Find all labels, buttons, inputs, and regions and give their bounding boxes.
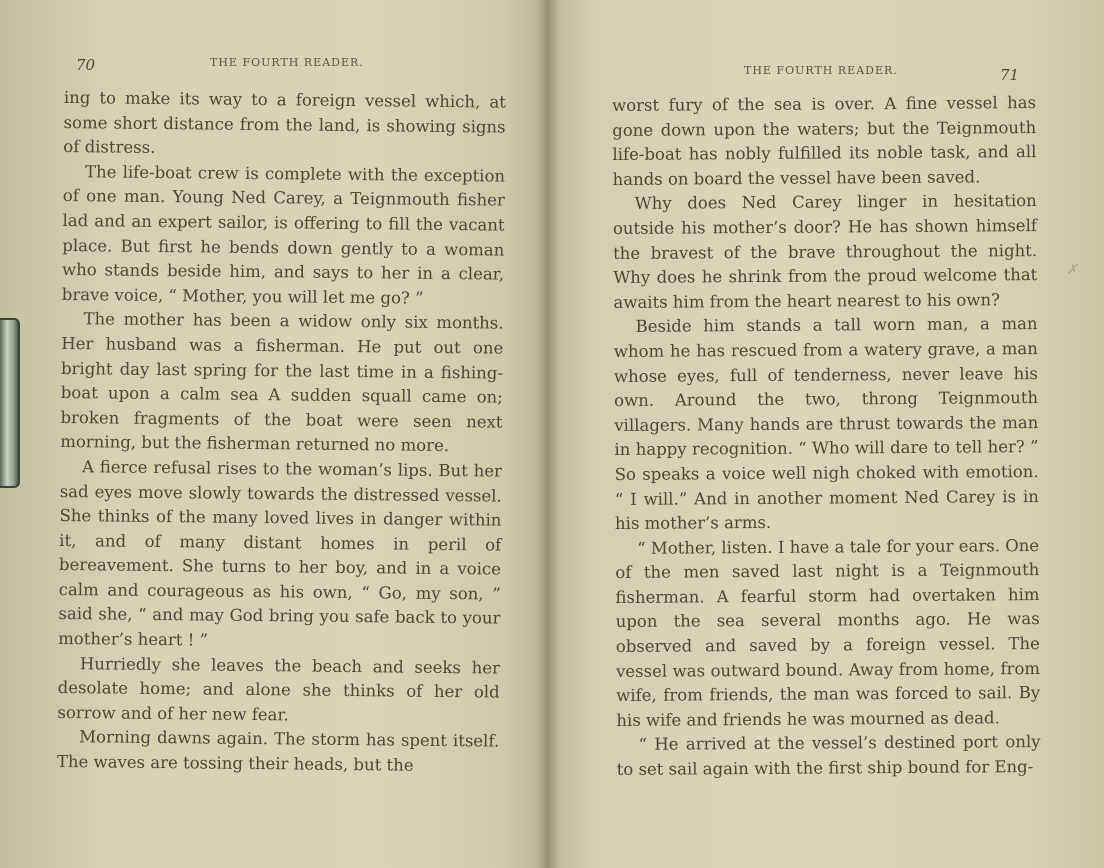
paragraph: A fierce refusal rises to the woman’s lips. But her sad eyes move slowly towards the distressed vessel. She thinks of the many loved lives in danger within it, and of many distant homes in peril of bereavement. She turns to her boy, and in a voice calm and courageous as his own, “ Go, my son, ” said she, “ and may God bring you safe back to your mother’s heart ! ” xyxy=(58,457,503,650)
running-head: THE FOURTH READER. xyxy=(744,64,898,77)
paragraph: Beside him stands a tall worn man, a man whom he has rescued from a watery grave, a man whose eyes, full of tenderness, never leave his own. Around the two, throng Teignmouth villagers. Many hands are thrust towards the man in happy recognition. “ Who will dare to tell her? ” So speaks a voice well nigh choked with emotion. “ I will.” And in another moment Ned Carey is in his mother’s arms. xyxy=(613,314,1039,534)
paragraph: “ He arrived at the vessel’s destined port only to set sail again with the first ship bound for Eng- xyxy=(616,732,1041,780)
running-head: THE FOURTH READER. xyxy=(210,56,364,69)
paragraph: Morning dawns again. The storm has spent itself. The waves are tossing their heads, but the xyxy=(56,727,500,775)
paragraph: The life-boat crew is complete with the exception of one man. Young Ned Carey, a Teignmouth fisher lad and an expert sailor, is offering to fill the vacant place. But first he bends down gently to a woman who stands beside him, and says to her in a clear, brave voice, “ Mother, you will let me go? ” xyxy=(61,162,506,308)
paragraph: Hurriedly she leaves the beach and seeks her desolate home; and alone she thinks of her old sorrow and of her new fear. xyxy=(57,653,501,725)
paragraph: worst fury of the sea is over. A fine vessel has gone down upon the waters; but the Teignmouth life-boat has nobly fulfilled its noble task, and all hands on board the vessel have been saved. xyxy=(612,93,1037,189)
page-body xyxy=(612,91,1041,783)
paragraph: “ Mother, listen. I have a tale for your ears. One of the men saved last night is a Teignmouth fisherman. A fearful storm had overtaken him upon the sea several months ago. He was observed and saved by a foreign vessel. The vessel was outward bound. Away from home, from wife, from friends, the man was forced to sail. By his wife and friends he was mourned as dead. xyxy=(615,535,1041,730)
right-page xyxy=(548,0,1104,868)
paragraph: The mother has been a widow only six months. Her husband was a fisherman. He put out one bright day last spring for the last time in a fishing-boat upon a calm sea A sudden squall came on; broken fragments of the boat were seen next morning, but the fisherman returned no more. xyxy=(60,309,504,456)
pencil-mark: ✗ xyxy=(1066,262,1078,278)
page-number: 71 xyxy=(1000,66,1020,84)
page-body xyxy=(57,86,506,779)
page-number: 70 xyxy=(76,56,96,74)
left-page xyxy=(0,0,548,868)
paragraph: Why does Ned Carey linger in hesitation outside his mother’s door? He has shown himself the bravest of the brave throughout the night. Why does he shrink from the proud welcome that awaits him from the heart nearest to his own? xyxy=(612,191,1038,312)
paragraph: ing to make its way to a foreign vessel which, at some short distance from the land, is showing signs of distress. xyxy=(63,87,506,158)
page-clip xyxy=(0,318,20,488)
book-gutter xyxy=(536,0,560,868)
